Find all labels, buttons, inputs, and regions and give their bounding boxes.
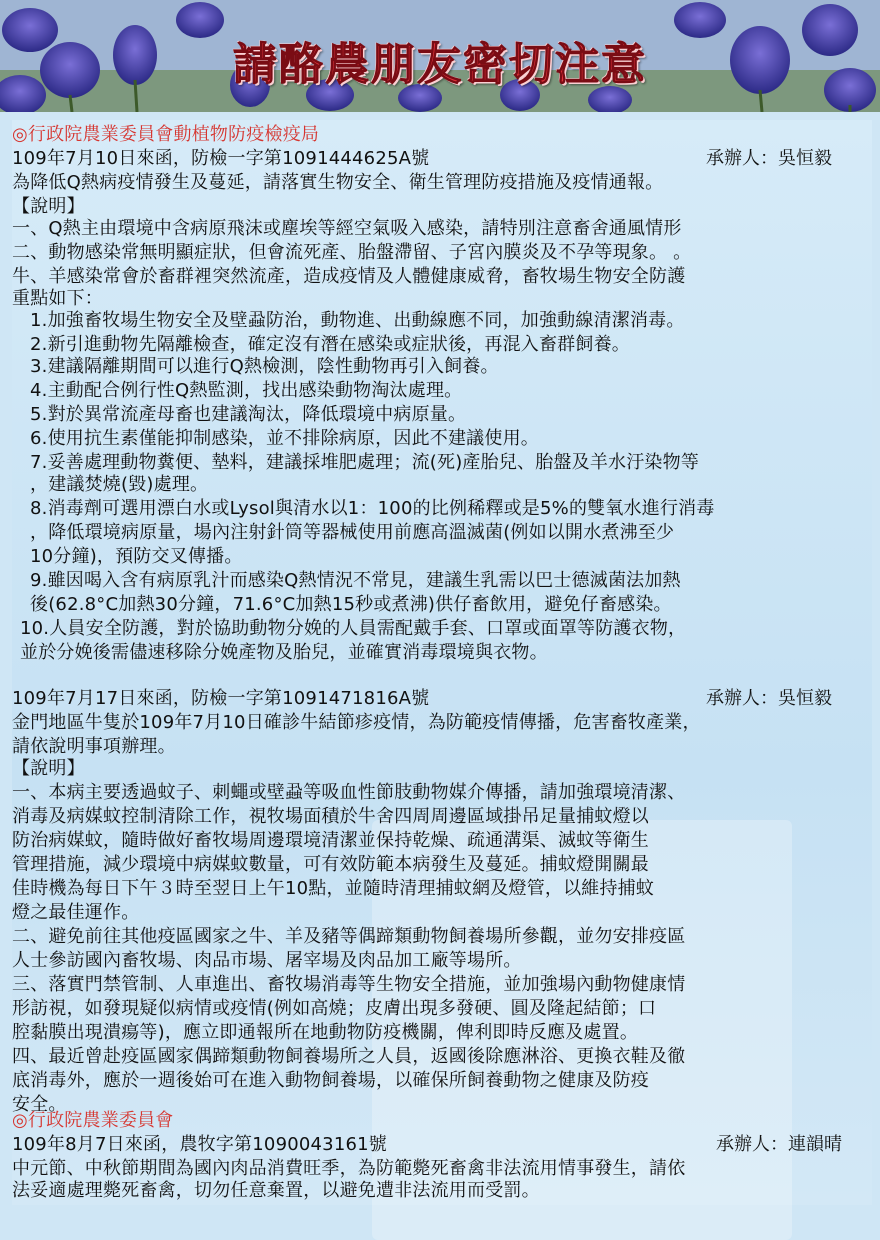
reference-1: 109年7月10日來函，防檢一字第1091444625A號 [12,148,430,169]
list-item: 一、本病主要透過蚊子、刺蠅或壁蝨等吸血性節肢動物媒介傳播，請加強環境清潔、 [12,782,686,803]
intro-1: 為降低Q熱病疫情發生及蔓延，請落實生物安全、衛生管理防疫措施及疫情通報。 [12,172,664,193]
list-item: 二、避免前往其他疫區國家之牛、羊及豬等偶蹄類動物飼養場所參觀，並勿安排疫區 [12,926,686,947]
paragraph-3-2: 法妥適處理斃死畜禽，切勿任意棄置，以避免遭非法流用而受罰。 [12,1180,540,1201]
intro-2a: 金門地區牛隻於109年7月10日確診牛結節疹疫情，為防範疫情傳播，危害畜牧產業， [12,712,701,733]
list-item: 消毒及病媒蚊控制清除工作，視牧場面積於牛舍四周周邊區域掛吊足量捕蚊燈以 [12,806,649,827]
handler-3: 承辦人：連韻晴 [716,1134,842,1155]
list-item: 三、落實門禁管制、人車進出、畜牧場消毒等生物安全措施，並加強場內動物健康情 [12,974,686,995]
list-item: ，降低環境病原量，場內注射針筒等器械使用前應高溫滅菌(例如以開水煮沸至少 [30,522,675,543]
flower-banner [0,0,880,112]
list-item: 防治病媒蚊，隨時做好畜牧場周邊環境清潔並保持乾燥、疏通溝渠、滅蚊等衛生 [12,830,649,851]
banner-title: 請酪農朋友密切注意 [233,39,647,90]
list-item: 7.妥善處理動物糞便、墊料，建議採堆肥處理；流(死)產胎兒、胎盤及羊水汙染物等 [30,452,700,473]
list-item: ，建議焚燒(毀)處理。 [30,474,209,495]
list-item: 人士參訪國內畜牧場、肉品市場、屠宰場及肉品加工廠等場所。 [12,950,522,971]
org-name-3: ◎行政院農業委員會 [12,1110,174,1131]
list-item: 10分鐘)，預防交叉傳播。 [30,546,243,567]
list-item: 8.消毒劑可選用漂白水或Lysol與清水以1：100的比例稀釋或是5%的雙氧水進行消毒 [30,498,715,519]
list-item: 腔黏膜出現潰瘍等)，應立即通報所在地動物防疫機關，俾利即時反應及處置。 [12,1022,639,1043]
list-item: 底消毒外，應於一週後始可在進入動物飼養場，以確保所飼養動物之健康及防疫 [12,1070,649,1091]
list-item: 安全。 [12,1094,67,1115]
list-item: 燈之最佳運作。 [12,902,140,923]
list-item: 10.人員安全防護，對於協助動物分娩的人員需配戴手套、口罩或面罩等防護衣物， [20,618,687,639]
list-item: 5.對於異常流產母畜也建議淘汰，降低環境中病原量。 [30,404,467,425]
heading-1: 【說明】 [12,196,85,217]
paragraph-3a: 牛、羊感染常會於畜群裡突然流產，造成疫情及人體健康威脅，畜牧場生物安全防護 [12,266,686,287]
paragraph-3-1: 中元節、中秋節期間為國內肉品消費旺季，為防範斃死畜禽非法流用情事發生，請依 [12,1158,686,1179]
list-item: 9.雖因喝入含有病原乳汁而感染Q熱情況不常見，建議生乳需以巴士德滅菌法加熱 [30,570,681,591]
list-item: 2.新引進動物先隔離檢查，確定沒有潛在感染或症狀後，再混入畜群飼養。 [30,334,630,355]
paragraph-2: 二、動物感染常無明顯症狀，但會流死產、胎盤滯留、子宮內膜炎及不孕等現象。 。 [12,242,692,263]
paragraph-1: 一、Q熱主由環境中含病原飛沫或塵埃等經空氣吸入感染，請特別注意畜舍通風情形 [12,218,682,239]
list-item: 6.使用抗生素僅能抑制感染，並不排除病原，因此不建議使用。 [30,428,539,449]
reference-2: 109年7月17日來函，防檢一字第1091471816A號 [12,688,430,709]
list-item: 並於分娩後需儘速移除分娩產物及胎兒，並確實消毒環境與衣物。 [20,642,548,663]
handler-2: 承辦人：吳恒毅 [706,688,832,709]
list-item: 四、最近曾赴疫區國家偶蹄類動物飼養場所之人員，返國後除應淋浴、更換衣鞋及徹 [12,1046,686,1067]
list-item: 4.主動配合例行性Q熱監測，找出感染動物淘汰處理。 [30,380,463,401]
list-item: 後(62.8°C加熱30分鐘，71.6°C加熱15秒或煮沸)供仔畜飲用，避免仔畜感染。 [30,594,672,615]
intro-2b: 請依說明事項辦理。 [12,736,176,757]
list-item: 1.加強畜牧場生物安全及壁蝨防治，動物進、出動線應不同，加強動線清潔消毒。 [30,310,685,331]
heading-2: 【說明】 [12,758,85,779]
list-item: 佳時機為每日下午３時至翌日上午10點，並隨時清理捕蚊網及燈管，以維持捕蚊 [12,878,655,899]
org-name-1: ◎行政院農業委員會動植物防疫檢疫局 [12,124,320,145]
list-item: 管理措施，減少環境中病媒蚊數量，可有效防範本病發生及蔓延。捕蚊燈開關最 [12,854,649,875]
paragraph-3b: 重點如下： [12,288,103,309]
list-item: 形訪視，如發現疑似病情或疫情(例如高燒；皮膚出現多發硬、圓及隆起結節；口 [12,998,657,1019]
handler-1: 承辦人：吳恒毅 [706,148,832,169]
reference-3: 109年8月7日來函，農牧字第1090043161號 [12,1134,387,1155]
list-item: 3.建議隔離期間可以進行Q熱檢測，陰性動物再引入飼養。 [30,356,499,377]
